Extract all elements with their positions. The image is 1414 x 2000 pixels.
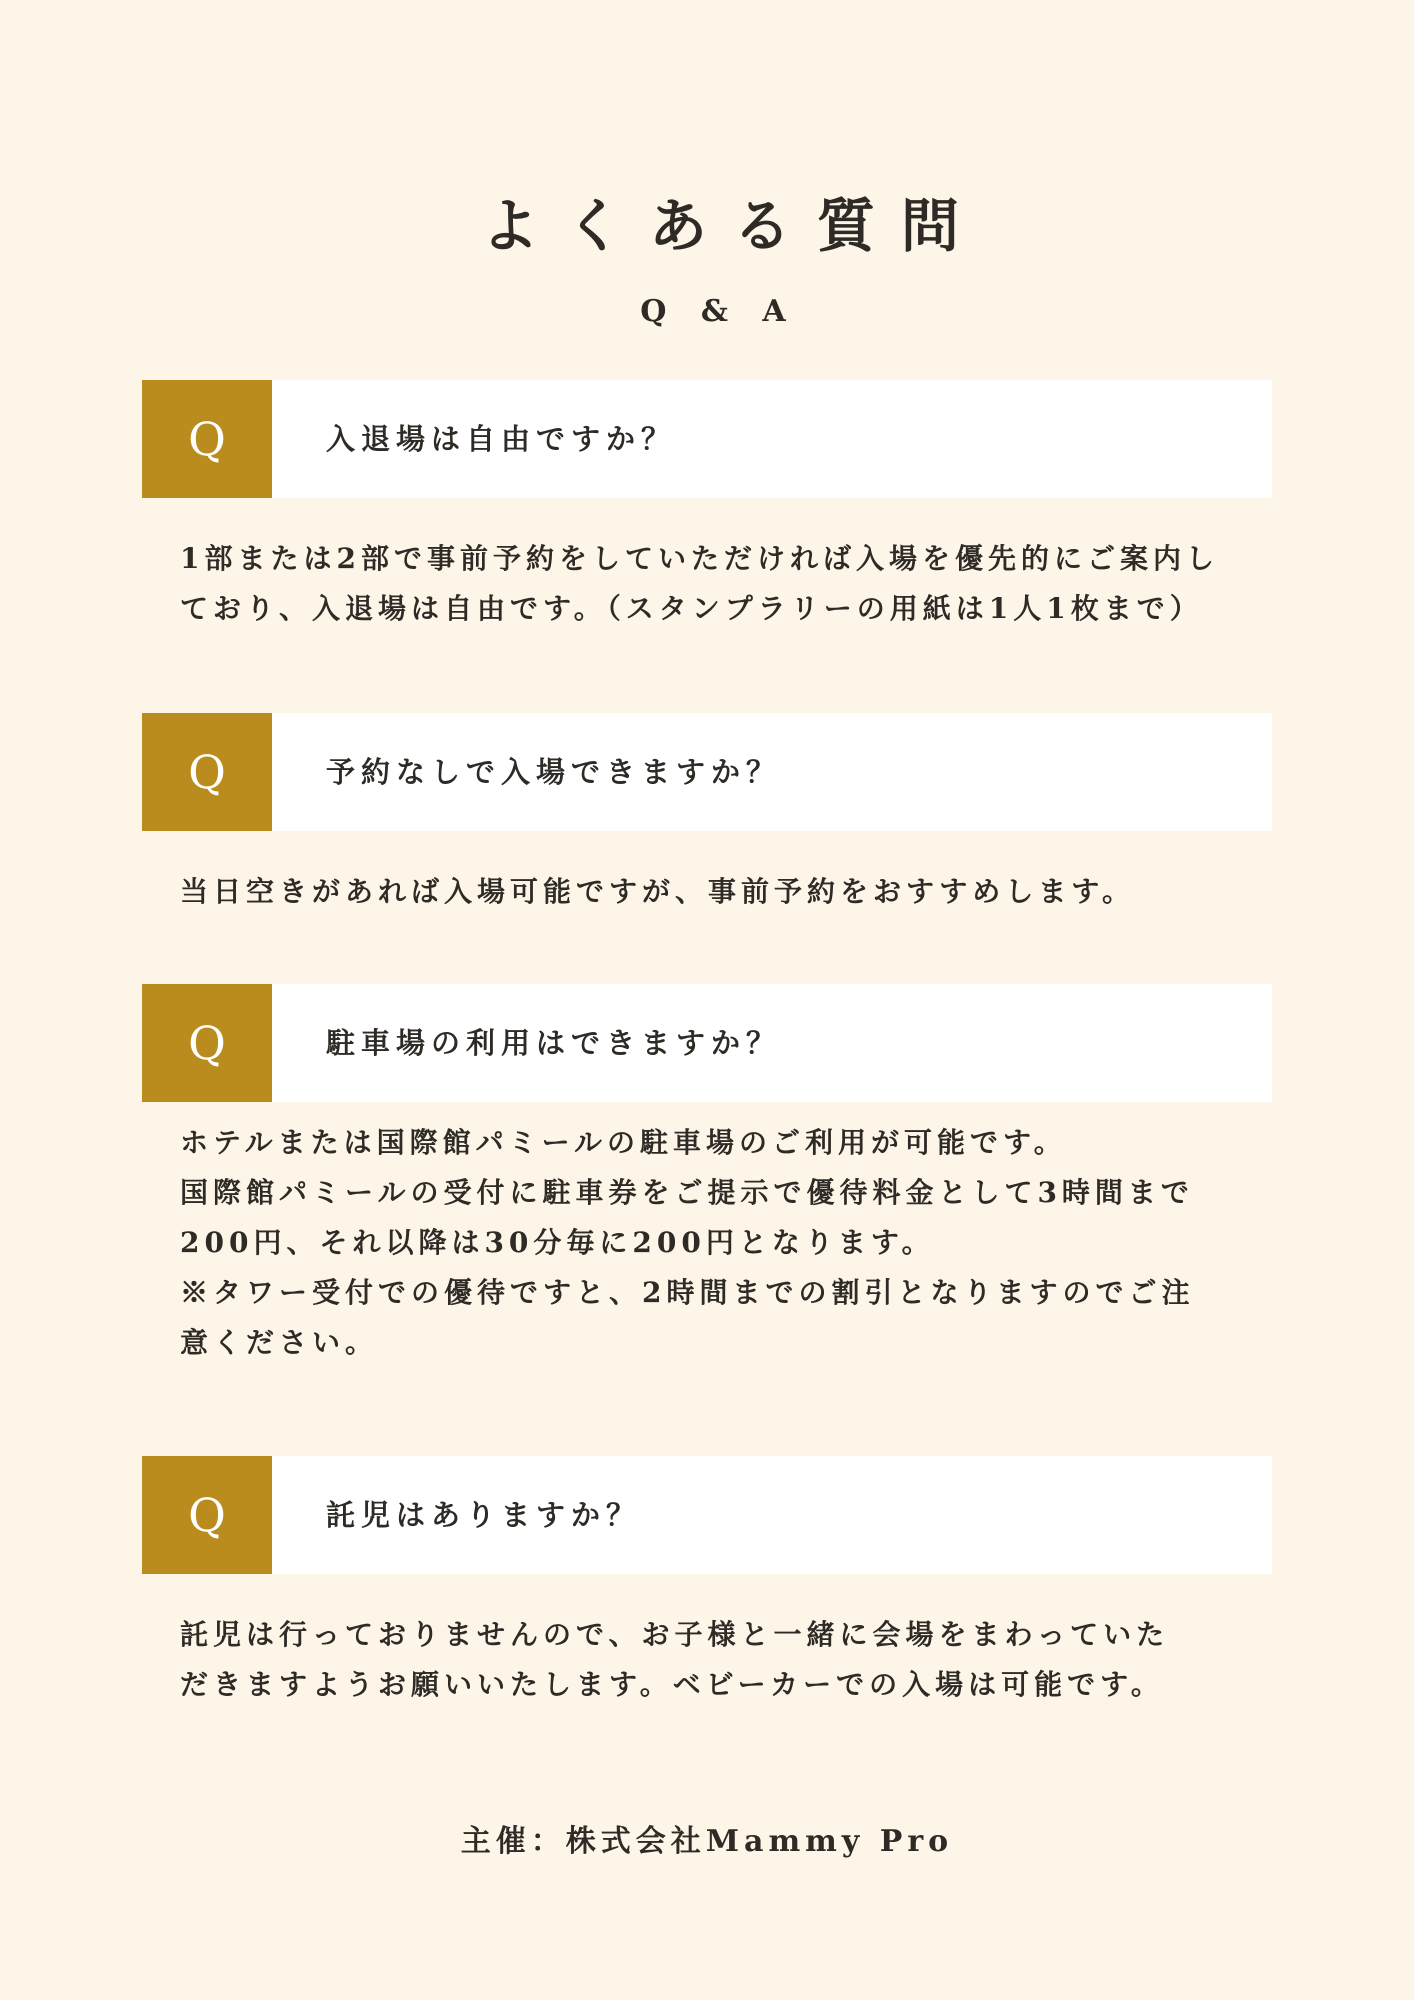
answer-line: ており、入退場は自由です。（スタンプラリーの用紙は1人1枚まで） (180, 592, 1203, 625)
question-bar-4 (142, 1456, 1272, 1574)
answer-line: 当日空きがあれば入場可能ですが、事前予約をおすすめします。 (180, 875, 1136, 908)
q-marker: Q (142, 380, 272, 498)
q-marker: Q (142, 713, 272, 831)
answer-line: 国際館パミールの受付に駐車券をご提示で優待料金として3時間まで (180, 1176, 1194, 1209)
page-subtitle: Q & A (640, 294, 798, 329)
answer-line: 託児は行っておりませんので、お子様と一緒に会場をまわっていた (180, 1618, 1170, 1651)
answer-4 (180, 1610, 1260, 1710)
answer-2 (180, 867, 1260, 917)
answer-line: ホテルまたは国際館パミールの駐車場のご利用が可能です。 (180, 1126, 1067, 1159)
question-text: 入退場は自由ですか？ (326, 422, 677, 456)
answer-line: 200円、それ以降は30分毎に200円となります。 (180, 1226, 935, 1259)
question-text: 駐車場の利用はできますか？ (326, 1026, 782, 1060)
answer-3 (180, 1118, 1260, 1368)
question-text: 託児はありますか？ (326, 1498, 642, 1532)
question-bar-3 (142, 984, 1272, 1102)
q-marker: Q (142, 1456, 272, 1574)
page-title: よくある質問 (480, 192, 985, 260)
question-bar-1 (142, 380, 1272, 498)
question-text: 予約なしで入場できますか？ (326, 755, 782, 789)
answer-1 (180, 534, 1260, 634)
question-bar-2 (142, 713, 1272, 831)
answer-line: 意ください。 (180, 1326, 379, 1359)
organizer-credit: 主催：株式会社Mammy Pro (460, 1824, 954, 1859)
q-marker: Q (142, 984, 272, 1102)
answer-line: ※タワー受付での優待ですと、2時間までの割引となりますのでご注 (180, 1276, 1195, 1309)
answer-line: 1部または2部で事前予約をしていただければ入場を優先的にご案内し (180, 542, 1219, 575)
answer-line: だきますようお願いいたします。ベビーカーでの入場は可能です。 (180, 1668, 1164, 1701)
